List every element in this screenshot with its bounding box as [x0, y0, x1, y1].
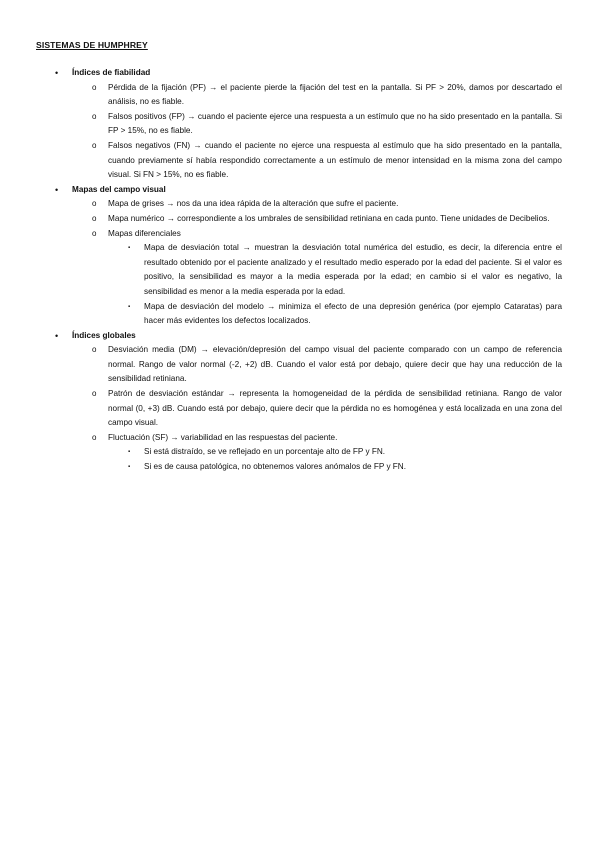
bullet-marker: o	[92, 228, 97, 238]
list-item	[72, 81, 562, 110]
subitem-list	[108, 241, 562, 329]
list-item	[72, 387, 562, 431]
item-text: Mapas diferenciales	[108, 228, 181, 238]
item-text: Mapa de grises → nos da una idea rápida de la alteración que sufre el paciente.	[108, 199, 399, 209]
section-list	[0, 66, 599, 475]
section-heading: Índices globales	[72, 330, 136, 340]
section-fiabilidad	[0, 66, 563, 183]
bullet-marker: o	[92, 345, 97, 355]
page-title: SISTEMAS DE HUMPHREY	[36, 40, 148, 50]
item-list	[72, 197, 563, 328]
bullet-marker: •	[55, 184, 59, 195]
item-text: Desviación media (DM) → elevación/depresión del campo visual del paciente comparado con un campo de referencia normal. Rango de valor normal (-2, +2) dB. Cuando el valor está por debajo, quiere decir que hay una reducción de la sensibilidad retiniana.	[108, 345, 562, 384]
square-bullet-marker: ▪	[128, 245, 131, 252]
subitem-text: Mapa de desviación total → muestran la desviación total numérica del estudio, es decir, la diferencia entre el resultado obtenido por el paciente analizado y el resultado medio esperado por la edad del paciente. Si el valor es positivo, la sensibilidad es mayor a la media esperada por la edad; en cambio si el valor es negativo, la sensibilidad es menor a la media esperada por la edad.	[144, 243, 562, 296]
square-bullet-marker: ▪	[128, 449, 131, 456]
sub-list-item	[108, 300, 562, 329]
list-item	[72, 197, 562, 212]
sub-list-item	[108, 445, 562, 460]
bullet-marker: o	[92, 82, 97, 92]
section-heading: Mapas del campo visual	[72, 184, 166, 194]
sub-list-item	[108, 241, 562, 299]
bullet-marker: o	[92, 199, 97, 209]
item-text: Mapa numérico → correspondiente a los umbrales de sensibilidad retiniana en cada punto. Tiene unidades de Decibelios.	[108, 213, 550, 223]
item-text: Falsos positivos (FP) → cuando el paciente ejerce una respuesta a un estímulo que no ha sido presentado en la pantalla. Si FP > 15%, no es fiable.	[108, 111, 562, 136]
subitem-text: Mapa de desviación del modelo → minimiza el efecto de una depresión genérica (por ejemplo Cataratas) para hacer más evidentes los defectos localizados.	[144, 301, 562, 326]
section-heading: Índices de fiabilidad	[72, 68, 151, 77]
bullet-marker: o	[92, 111, 97, 121]
bullet-marker: o	[92, 213, 97, 223]
sub-list-item	[108, 460, 562, 475]
list-item	[72, 227, 562, 329]
subitem-list	[108, 445, 562, 474]
square-bullet-marker: ▪	[128, 464, 131, 471]
item-text: Fluctuación (SF) → variabilidad en las respuestas del paciente.	[108, 432, 338, 442]
list-item	[72, 139, 562, 183]
item-text: Pérdida de la fijación (PF) → el paciente pierde la fijación del test en la pantalla. Si PF > 20%, damos por descartado el análisis, no es fiable.	[108, 82, 562, 107]
bullet-marker: •	[55, 68, 59, 78]
square-bullet-marker: ▪	[128, 303, 131, 310]
item-text: Patrón de desviación estándar → representa la homogeneidad de la pérdida de sensibilidad retiniana. Rango de valor normal (0, +3) dB. Cuando está por debajo, quiere decir que la pérdida no es homogénea y está localizada en una zona del campo visual.	[108, 389, 562, 428]
subitem-text: Si está distraído, se ve reflejado en un porcentaje alto de FP y FN.	[144, 447, 386, 457]
bullet-marker: •	[55, 330, 59, 341]
list-item	[72, 212, 562, 227]
section-mapas	[0, 183, 563, 329]
list-item	[72, 431, 562, 475]
item-list	[72, 81, 563, 183]
item-list	[72, 343, 563, 474]
bullet-marker: o	[92, 389, 97, 399]
bullet-marker: o	[92, 432, 97, 442]
list-item	[72, 343, 562, 387]
list-item	[72, 110, 562, 139]
item-text: Falsos negativos (FN) → cuando el paciente no ejerce una respuesta al estímulo que ha sido presentado en la pantalla, cuando previamente sí había respondido correctamente a un estímulo de menor intensidad en la misma zona del campo visual. Si FN > 15%, no es fiable.	[108, 140, 562, 180]
bullet-marker: o	[92, 140, 97, 150]
section-indices-globales	[0, 329, 563, 475]
subitem-text: Si es de causa patológica, no obtenemos valores anómalos de FP y FN.	[144, 462, 406, 472]
